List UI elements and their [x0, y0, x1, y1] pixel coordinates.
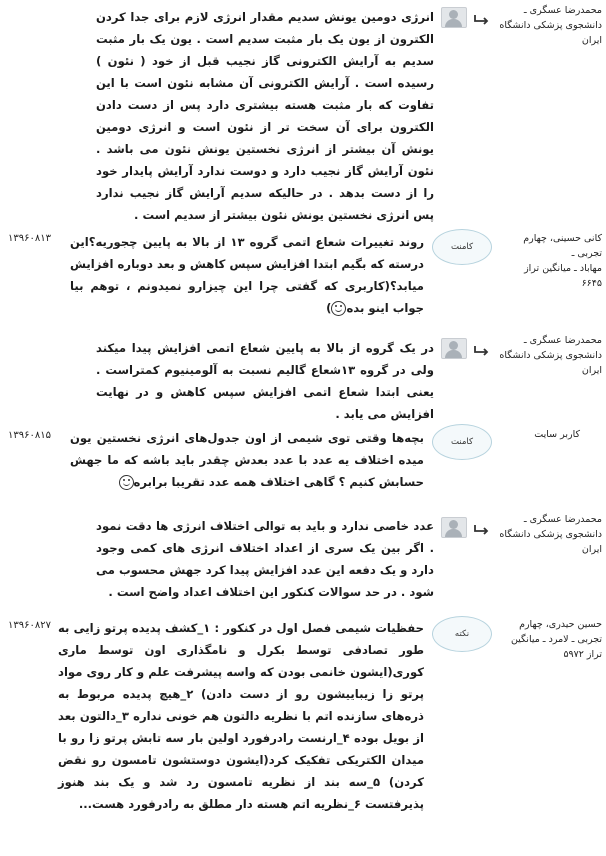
reply-arrow-icon — [472, 522, 490, 536]
avatar-icon — [441, 338, 467, 359]
comment-badge: کامنت — [432, 424, 492, 460]
reply-text: در یک گروه از بالا به پایین شعاع اتمی افزایش پیدا میکند ولی در گروه ۱۳شعاع گالیم نسبت به آلومینیوم کمتراست . یعنی ابتدا شعاع اتمی افزایش سپس کاهش و در نهایت افزایش می یابد . — [96, 341, 434, 421]
note-text: حفظیات شیمی فصل اول در کنکور : ۱_کشف پدیده پرتو زایی به طور تصادفی توسط بکرل و نامگذاری اون توسط ماری کوری(ایشون خانمی بودن که واسه پیشرفت علم و کار روی مواد پرتو زا زیباییشون رو از دست دادن) ۲_هیچ پدیده مربوط به ذره‌های سازنده اتم با نظریه دالتون هم خونی نداره ۳_دالتون بعد از بویل بوده ۴_ارنست رادرفورد اولین بار سه تابش پرتو زا رو با میدان الکتریکی تفکیک کرد(ایشون دوستشون تامسون رو نقض کردن) ۵_سه بند از نظریه تامسون رد شد و یک بند هنوز پذیرفتست ۶_نظریه اتم هسته دار مطلق به رادرفورد هست... — [58, 621, 425, 811]
smiley-icon — [331, 301, 346, 316]
reply-author[interactable]: محمدرضا عسگری ـ دانشجوی پزشکی دانشگاه ایران — [499, 514, 602, 555]
comment-date: ۱۳۹۶۰۸۱۵ — [8, 430, 51, 441]
reply-text: انرژی دومین یونش سدیم مقدار انرژی لازم برای جدا کردن الکترون از یون یک بار مثبت سدیم است . یون یک بار مثبت سدیم به آرایش الکترونی گاز نجیب قبل از خود ( نئون ) رسیده است . آرایش الکترونی آن مشابه نئون است با این تفاوت که بار مثبت هسته بیشتری دارد پس از دست دادن الکترون برای آن سخت تر از نئون است و انرژی دومین یونش آن بیشتر از انرژی نخستین یونش نئون می باشد . نئون آرایش گاز نجیب دارد و دوست ندارد آرایش پایدار خود را از دست بدهد . در حالیکه سدیم آرایش گاز نجیب ندارد پس انرژی نخستین یونش نئون بیشتر از سدیم است . — [96, 10, 434, 222]
avatar-icon — [441, 7, 467, 28]
comment-date: ۱۳۹۶۰۸۱۳ — [8, 233, 51, 244]
comment-text: روند تغییرات شعاع اتمی گروه ۱۳ از بالا به پایین چجوریه؟این درسته که بگیم ابتدا افزایش سپس کاهش و بعد دوباره افزایش میابد؟(کاربری که گفتی چرا این چیزارو نمیدونم ، توهم بیا جواب اینو بده) — [70, 235, 424, 315]
avatar-icon — [441, 517, 467, 538]
reply-text: عدد خاصی ندارد و باید به توالی اختلاف انرژی ها دقت نمود . اگر بین یک سری از اعداد اختلاف انرژی های کمی وجود دارد و یک دفعه این عدد افزایش پیدا کرد جهش محسوب می شود . در حد سوالات کنکور این اختلاف اعداد واضح است . — [96, 519, 434, 599]
reply-author[interactable]: محمدرضا عسگری ـ دانشجوی پزشکی دانشگاه ایران — [499, 5, 602, 46]
reply-arrow-icon — [472, 343, 490, 357]
comment-author[interactable]: کاربر سایت — [534, 429, 580, 440]
comment-text: بچه‌ها وقتی توی شیمی از اون جدول‌های انرژی نخستین یون میده اختلاف یه عدد با عدد بعدش چقدر باید باشه که ما جهش حسابش کنیم ؟ گاهی اختلاف همه عدد تقریبا برابره — [70, 431, 424, 489]
note-date: ۱۳۹۶۰۸۲۷ — [8, 620, 51, 631]
note-author[interactable]: حسین حیدری، چهارم تجربی ـ لامرد ـ میانگین تراز ۵۹۷۲ — [510, 619, 602, 660]
reply-arrow-icon — [472, 12, 490, 26]
smiley-icon — [119, 475, 134, 490]
note-badge: نکته — [432, 616, 492, 652]
comment-author[interactable]: کانی حسینی، چهارم تجربی ـ مهاباد ـ میانگین تراز ۶۶۴۵ — [523, 233, 602, 289]
comment-badge: کامنت — [432, 229, 492, 265]
reply-author[interactable]: محمدرضا عسگری ـ دانشجوی پزشکی دانشگاه ایران — [499, 335, 602, 376]
